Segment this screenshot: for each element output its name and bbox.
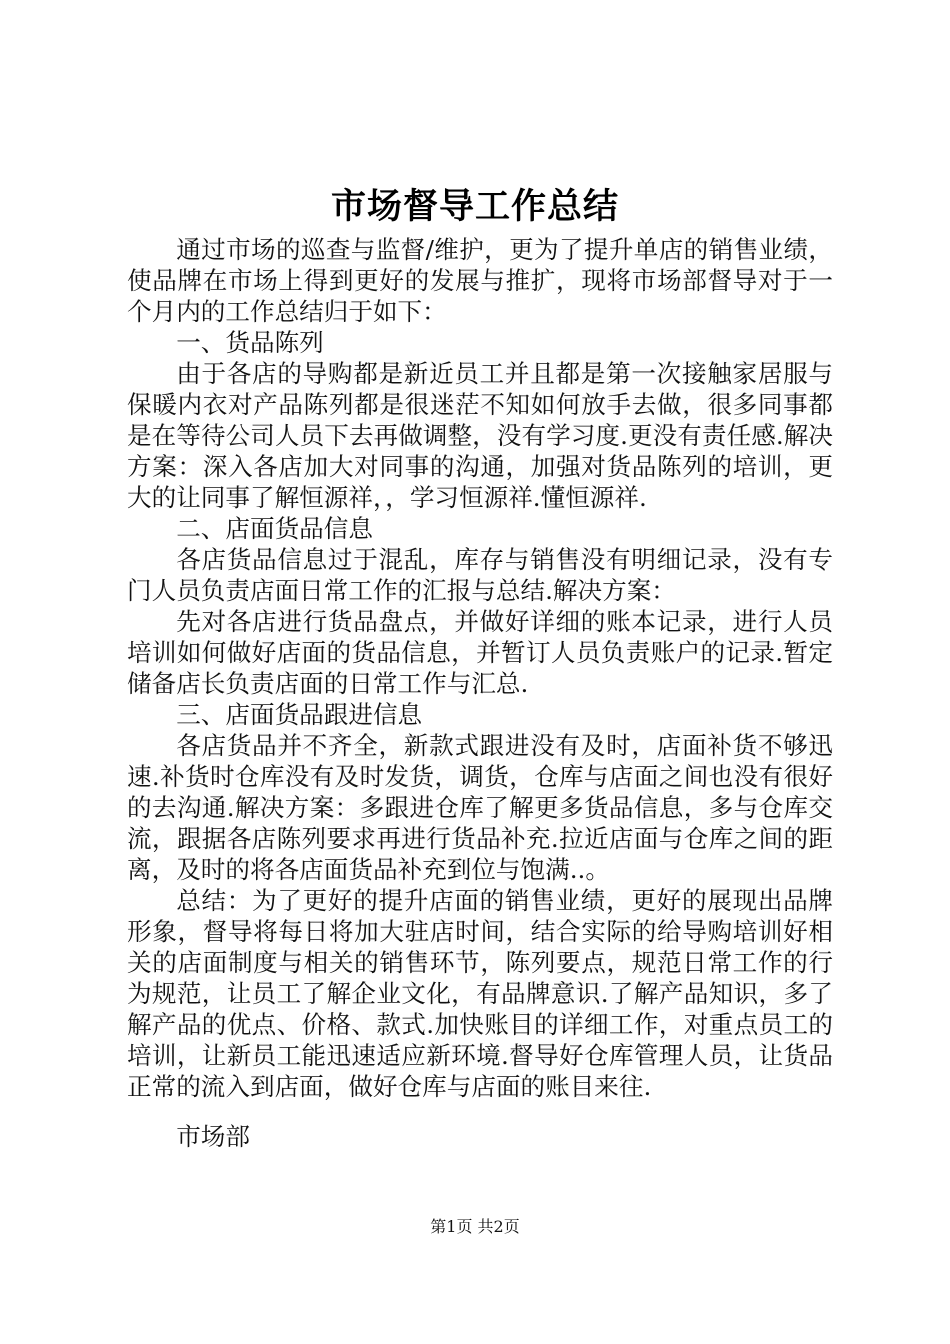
store-info-paragraph: 各店货品信息过于混乱，库存与销售没有明细记录，没有专门人员负责店面日常工作的汇报与总结.解决方案：: [127, 545, 833, 605]
section-heading-store-info: 二、店面货品信息: [176, 514, 373, 543]
store-info-solution-paragraph: 先对各店进行货品盘点，并做好详细的账本记录，进行人员培训如何做好店面的货品信息，并暂订人员负责账户的记录.暂定储备店长负责店面的日常工作与汇总.: [127, 607, 833, 698]
section-heading-display: 一、货品陈列: [176, 328, 324, 357]
page-indicator: 第1页 共2页: [430, 1217, 520, 1236]
section-heading-follow-up: 三、店面货品跟进信息: [176, 700, 423, 729]
document-body: [127, 234, 833, 1102]
summary-paragraph: 总结：为了更好的提升店面的销售业绩，更好的展现出品牌形象，督导将每日将加大驻店时间，结合实际的给导购培训好相关的店面制度与相关的销售环节，陈列要点，规范日常工作的行为规范，让员工了解企业文化，有品牌意识.了解产品知识，多了解产品的优点、价格、款式.加快账目的详细工作，对重点员工的培训，让新员工能迅速适应新环境.督导好仓库管理人员，让货品正常的流入到店面，做好仓库与店面的账目来往.: [127, 886, 833, 1101]
follow-up-paragraph: 各店货品并不齐全，新款式跟进没有及时，店面补货不够迅速.补货时仓库没有及时发货，调货，仓库与店面之间也没有很好的去沟通.解决方案：多跟进仓库了解更多货品信息，多与仓库交流，跟据各店陈列要求再进行货品补充.拉近店面与仓库之间的距离，及时的将各店面货品补充到位与饱满..。: [127, 731, 833, 884]
signature: 市场部: [176, 1122, 250, 1151]
intro-paragraph: 通过市场的巡查与监督/维护，更为了提升单店的销售业绩，使品牌在市场上得到更好的发展与推扩，现将市场部督导对于一个月内的工作总结归于如下：: [127, 235, 833, 326]
document-title: 市场督导工作总结: [330, 186, 619, 227]
display-paragraph: 由于各店的导购都是新近员工并且都是第一次接触家居服与保暖内衣对产品陈列都是很迷茫不知如何放手去做，很多同事都是在等待公司人员下去再做调整，没有学习度.更没有责任感.解决方案：深入各店加大对同事的沟通，加强对货品陈列的培训，更大的让同事了解恒源祥，，学习恒源祥.懂恒源祥.: [127, 359, 833, 512]
